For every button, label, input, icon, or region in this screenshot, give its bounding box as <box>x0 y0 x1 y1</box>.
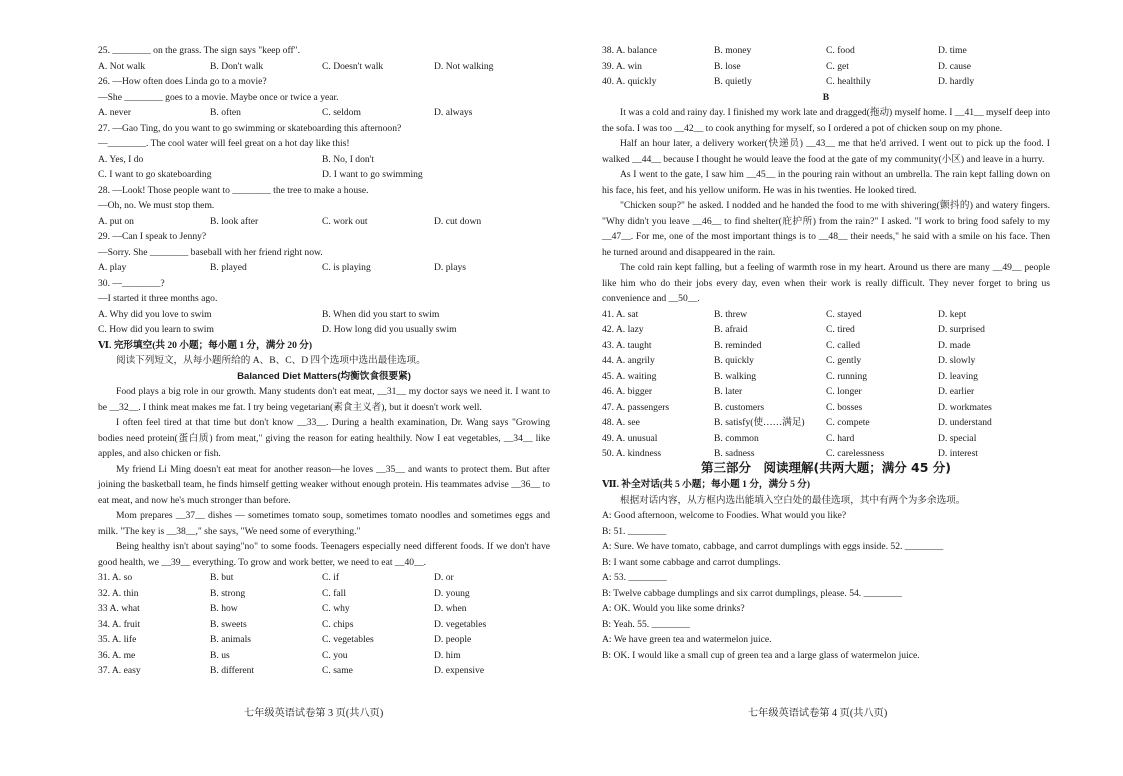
option: D. when <box>434 603 467 614</box>
options-25 <box>98 59 550 75</box>
dialog-line: B: 51. ________ <box>602 525 667 537</box>
options-31 <box>98 570 550 586</box>
option: A. Not walk <box>98 60 146 72</box>
option: B. Don't walk <box>210 60 264 72</box>
option: C. How did you learn to swim <box>98 324 214 335</box>
question-25: 25. ________ on the grass. The sign says "keep off". <box>98 45 300 56</box>
passage-a-paragraph-3: My friend Li Ming doesn't eat meat for another reason—he loves __35__ and wants to protect them. But after joining the basketball team, he finds himself getting weaker without enough protein. His teammates advise __36__ to eat meat, and now he's much stronger than before. <box>98 463 550 506</box>
option: C. get <box>826 60 849 72</box>
question-27: 27. —Gao Ting, do you want to go swimming or skateboarding this afternoon? <box>98 122 402 134</box>
option: B. often <box>210 107 241 118</box>
options-30-row2 <box>98 322 550 338</box>
option: B. animals <box>210 634 252 645</box>
option: C. gently <box>826 355 862 366</box>
option: B. reminded <box>714 339 762 351</box>
option: 48. A. see <box>602 417 640 428</box>
option: D. cut down <box>434 215 482 227</box>
passage-a-paragraph-2: I often feel tired at that time but don't know __33__. During a health examination, Dr. Wang says "Growing bodies need protein(蛋白质) from meat," giving the reason for eating healthily. Now I eat vegetables, __34__ like apples, and also chicken or fish. <box>98 417 550 459</box>
page-footer-left: 七年级英语试卷第 3 页(共八页) <box>244 708 384 719</box>
option: D. cause <box>938 60 972 72</box>
option: C. seldom <box>322 107 361 118</box>
option: 32. A. thin <box>98 587 139 599</box>
options-27-row1 <box>98 152 550 168</box>
section-7-instructions: 根据对话内容，从方框内选出能填入空白处的最佳选项，其中有两个为多余选项。 <box>620 494 966 506</box>
options-50 <box>602 446 1050 458</box>
option: B. afraid <box>714 324 748 335</box>
option: A. never <box>98 107 132 118</box>
option: D. time <box>938 45 967 56</box>
option: C. is playing <box>322 262 371 273</box>
option: D. or <box>434 572 454 583</box>
passage-a-paragraph-5: Being healthy isn't about saying"no" to some foods. Teenagers especially need different foods. If we don't have good health, we __39__ everything. To grow and work better, we need to eat __40__. <box>98 541 550 568</box>
option: B. common <box>714 432 759 444</box>
option: C. work out <box>322 215 368 227</box>
passage-b-heading: B <box>822 91 830 103</box>
options-38 <box>602 43 1050 59</box>
option: D. made <box>938 339 971 351</box>
option: 41. A. sat <box>602 308 639 320</box>
dialog-line: A: Sure. We have tomato, cabbage, and carrot dumplings with eggs inside. 52. ________ <box>602 541 944 552</box>
option: B. look after <box>210 215 259 227</box>
option: B. but <box>210 572 234 583</box>
passage-a-paragraph-4: Mom prepares __37__ dishes — sometimes tomato soup, sometimes tomato noodles and sometimes eggs and milk. "The key is __38__," she says, "We need some of everything." <box>98 510 550 537</box>
option: C. if <box>322 572 340 583</box>
options-34 <box>98 617 550 633</box>
option: 46. A. bigger <box>602 386 653 397</box>
option: C. compete <box>826 417 870 428</box>
question-28-line2: —Oh, no. We must stop them. <box>98 200 215 211</box>
options-26 <box>98 105 550 121</box>
options-40 <box>602 74 1050 90</box>
option: B. played <box>210 262 247 273</box>
option: D. hardly <box>938 76 975 87</box>
option: B. When did you start to swim <box>322 308 440 320</box>
option: 40. A. quickly <box>602 76 657 87</box>
option: C. healthily <box>826 76 871 87</box>
option: 43. A. taught <box>602 339 652 351</box>
options-47 <box>602 400 1050 416</box>
option: 45. A. waiting <box>602 370 657 382</box>
question-26: 26. —How often does Linda go to a movie? <box>98 76 267 87</box>
options-41 <box>602 307 1050 323</box>
dialog-line: A: Good afternoon, welcome to Foodies. What would you like? <box>602 510 847 521</box>
option: D. expensive <box>434 665 485 676</box>
option: 39. A. win <box>602 60 642 72</box>
option: C. you <box>322 649 348 661</box>
options-48 <box>602 415 1050 431</box>
option: A. Yes, I do <box>98 153 144 165</box>
passage-b-paragraph-2: Half an hour later, a delivery worker(快递员) __43__ me that he'd arrived. I went out to pick up the food. I walked __44__ because I thought he would leave the food at the gate of my community(小区) and leave in a hurry. <box>602 138 1050 165</box>
section-6-heading: Ⅵ. 完形填空(共 20 小题；每小题 1 分，满分 20 分) <box>98 339 313 351</box>
option: 37. A. easy <box>98 665 141 676</box>
option: B. customers <box>714 401 765 413</box>
options-37 <box>98 663 550 679</box>
passage-b-paragraph-5: The cold rain kept falling, but a feeling of warmth rose in my heart. Around us there are many __49__ people like him who do their jobs every day, even when their work is really difficult. They never forget to bring us convenience and __50__. <box>602 262 1050 304</box>
option: C. tired <box>826 324 855 335</box>
option: B. sweets <box>210 618 247 630</box>
option: D. How long did you usually swim <box>322 324 457 335</box>
passage-b-paragraph-3: As I went to the gate, I saw him __45__ in the pouring rain without an umbrella. The rain kept falling down on his face, his feet, and his yellow uniform. He was in his twenties. He looked tired. <box>602 169 1050 196</box>
option: 33 A. what <box>98 603 140 614</box>
options-32 <box>98 586 550 602</box>
passage-b-paragraph-4: "Chicken soup?" he asked. I nodded and he handed the food to me with shivering(颤抖的) and watery fingers. "Why didn't you leave __46__ to find shelter(庇护所) from the rain?" I asked. "I work to bring food safely to my __47__. For me, one of the most important things is to __48__ their needs," he said with a smile on his face. Then he turned around and disappeared in the rain. <box>602 200 1050 258</box>
option: D. surprised <box>938 324 985 335</box>
option: B. money <box>714 45 752 56</box>
options-33 <box>98 601 550 617</box>
option: D. I want to go swimming <box>322 169 423 180</box>
question-29: 29. —Can I speak to Jenny? <box>98 231 207 242</box>
option: C. bosses <box>826 401 863 413</box>
dialog-line: A: We have green tea and watermelon juice. <box>602 634 772 645</box>
options-43 <box>602 338 1050 354</box>
option: D. young <box>434 587 470 599</box>
option: B. No, I don't <box>322 153 375 165</box>
option: C. running <box>826 370 868 382</box>
option: C. called <box>826 339 861 351</box>
option: B. quietly <box>714 76 752 87</box>
option: D. kept <box>938 308 967 320</box>
option: 47. A. passengers <box>602 401 670 413</box>
option: B. lose <box>714 60 741 72</box>
option: D. earlier <box>938 386 975 397</box>
dialog-line: A: OK. Would you like some drinks? <box>602 603 745 614</box>
option: C. carelessness <box>826 448 885 459</box>
option: D. him <box>434 649 461 661</box>
option: D. people <box>434 634 472 645</box>
option: C. fall <box>322 587 346 599</box>
options-45 <box>602 369 1050 385</box>
options-42 <box>602 322 1050 338</box>
option: C. hard <box>826 432 855 444</box>
passage-a-paragraph-1: Food plays a big role in our growth. Many students don't eat meat, __31__ my doctor says we need it. I want to be __32__. I think meat makes me fat. I try being vegetarian(素食主义者), but it doesn't work well. <box>98 386 550 413</box>
dialog-line: B: I want some cabbage and carrot dumplings. <box>602 556 781 568</box>
option: D. plays <box>434 262 466 273</box>
option: D. workmates <box>938 401 992 413</box>
option: 42. A. lazy <box>602 324 644 335</box>
option: D. vegetables <box>434 618 487 630</box>
option: 50. A. kindness <box>602 448 662 459</box>
dialog-line: B: Twelve cabbage dumplings and six carrot dumplings, please. 54. ________ <box>602 587 902 599</box>
option: B. us <box>210 649 230 661</box>
option: A. put on <box>98 215 134 227</box>
options-46 <box>602 384 1050 400</box>
option: B. later <box>714 386 743 397</box>
page-footer-right: 七年级英语试卷第 4 页(共八页) <box>748 708 888 719</box>
options-28 <box>98 214 550 230</box>
question-30: 30. —________? <box>98 277 165 289</box>
question-26-line2: —She ________ goes to a movie. Maybe once or twice a year. <box>98 91 339 103</box>
section-6-instructions: 阅读下列短文，从每小题所给的 A、B、C、D 四个选项中选出最佳选项。 <box>116 355 426 366</box>
options-29 <box>98 260 550 276</box>
question-28: 28. —Look! Those people want to ________ the tree to make a house. <box>98 184 369 196</box>
option: D. leaving <box>938 370 978 382</box>
option: B. walking <box>714 370 757 382</box>
option: 36. A. me <box>98 649 136 661</box>
options-49 <box>602 431 1050 447</box>
options-44 <box>602 353 1050 369</box>
option: D. slowly <box>938 355 976 366</box>
option: B. different <box>210 665 255 676</box>
option: 49. A. unusual <box>602 432 658 444</box>
option: C. stayed <box>826 308 862 320</box>
options-27-row2 <box>98 167 550 183</box>
options-36 <box>98 648 550 664</box>
option: B. how <box>210 603 238 614</box>
option: 35. A. life <box>98 634 137 645</box>
option: B. sadness <box>714 448 755 459</box>
option: C. longer <box>826 386 862 397</box>
dialog-line: A: 53. ________ <box>602 572 667 583</box>
option: C. why <box>322 603 350 614</box>
option: 34. A. fruit <box>98 618 141 630</box>
dialog-line: B: Yeah. 55. ________ <box>602 618 690 630</box>
options-39 <box>602 59 1050 75</box>
option: 31. A. so <box>98 572 133 583</box>
option: D. Not walking <box>434 60 494 72</box>
options-35 <box>98 632 550 648</box>
option: B. strong <box>210 587 246 599</box>
question-30-line2: —I started it three months ago. <box>98 293 218 304</box>
option: 44. A. angrily <box>602 355 655 366</box>
option: D. understand <box>938 417 992 428</box>
options-30-row1 <box>98 307 550 323</box>
section-7-heading: Ⅶ. 补全对话(共 5 小题；每小题 1 分，满分 5 分) <box>602 479 811 490</box>
question-27-line2: —________. The cool water will feel great on a hot day like this! <box>98 138 350 149</box>
option: D. special <box>938 432 977 444</box>
option: C. same <box>322 665 353 676</box>
dialog-line: B: OK. I would like a small cup of green tea and a large glass of watermelon juice. <box>602 649 920 661</box>
option: C. food <box>826 45 855 56</box>
passage-title: Balanced Diet Matters(均衡饮食很要紧) <box>237 370 411 382</box>
option: C. chips <box>322 618 354 630</box>
option: B. quickly <box>714 355 754 366</box>
option: C. vegetables <box>322 634 374 645</box>
option: B. satisfy(使……满足) <box>714 417 805 428</box>
right-page <box>602 43 1050 663</box>
question-29-line2: —Sorry. She ________ baseball with her friend right now. <box>98 246 323 258</box>
part-3-heading: 第三部分 阅读理解(共两大题；满分 45 分) <box>700 460 952 475</box>
passage-b-paragraph-1: It was a cold and rainy day. I finished my work late and dragged(拖动) myself home. I __41__ myself deep into the sofa. I was too __42__ to cook anything for myself, so I ordered a pot of chicken soup on my phone. <box>602 107 1050 134</box>
option: D. always <box>434 107 473 118</box>
option: B. threw <box>714 308 748 320</box>
option: A. Why did you love to swim <box>98 308 212 320</box>
option: 38. A. balance <box>602 45 657 56</box>
option: A. play <box>98 262 127 273</box>
left-page <box>98 43 550 679</box>
option: D. interest <box>938 448 978 459</box>
option: C. Doesn't walk <box>322 60 384 72</box>
option: C. I want to go skateboarding <box>98 169 212 180</box>
